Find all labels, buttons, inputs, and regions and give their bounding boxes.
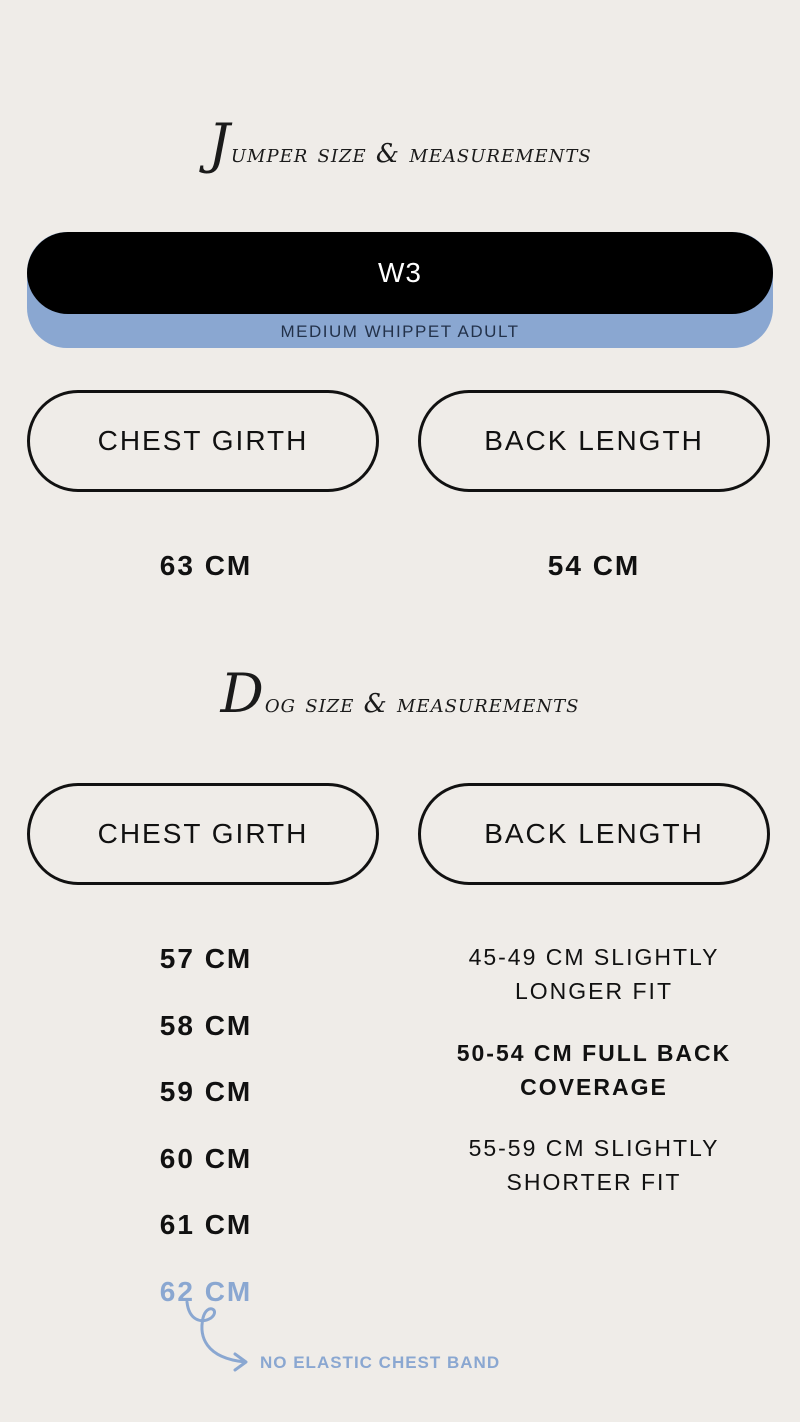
dog-back-range-line: 55-59 CM SLIGHTLY xyxy=(468,1135,720,1161)
dog-back-range-line: 50-54 CM FULL BACK xyxy=(456,1040,732,1066)
dog-back-range-line: COVERAGE xyxy=(520,1074,668,1100)
dog-back-range-longer xyxy=(418,940,770,1008)
dog-chest-value: 60 CM xyxy=(159,1143,253,1174)
jumper-section-title xyxy=(0,112,800,175)
dog-title-text: og size & measurements xyxy=(264,689,580,719)
jumper-title-capital: J xyxy=(208,112,231,175)
size-description: MEDIUM WHIPPET ADULT xyxy=(280,322,520,341)
dog-back-range-line: LONGER FIT xyxy=(514,978,673,1004)
dog-title-capital: D xyxy=(220,662,265,725)
dog-back-range-shorter xyxy=(418,1131,770,1199)
dog-chest-value: 61 CM xyxy=(159,1209,253,1240)
dog-chest-value: 57 CM xyxy=(159,943,253,974)
dog-section-title xyxy=(0,662,800,725)
jumper-back-length-header: BACK LENGTH xyxy=(418,390,770,492)
elastic-band-note: NO ELASTIC CHEST BAND xyxy=(260,1353,501,1372)
dog-chest-value: 58 CM xyxy=(159,1010,253,1041)
dog-chest-girth-header: CHEST GIRTH xyxy=(27,783,379,885)
jumper-chest-girth-header: CHEST GIRTH xyxy=(27,390,379,492)
jumper-back-value: 54 CM xyxy=(547,550,641,581)
dog-back-range-full xyxy=(418,1036,770,1104)
dog-chest-value-highlighted: 62 CM xyxy=(159,1276,253,1307)
size-code-banner: W3 xyxy=(27,232,773,314)
dog-chest-value: 59 CM xyxy=(159,1076,253,1107)
dog-back-range-line: SHORTER FIT xyxy=(506,1169,682,1195)
jumper-title-text: umper size & measurements xyxy=(230,139,592,169)
jumper-chest-value: 63 CM xyxy=(159,550,253,581)
curly-arrow-icon xyxy=(175,1298,255,1378)
dog-back-range-line: 45-49 CM SLIGHTLY xyxy=(468,944,720,970)
dog-back-length-header: BACK LENGTH xyxy=(418,783,770,885)
